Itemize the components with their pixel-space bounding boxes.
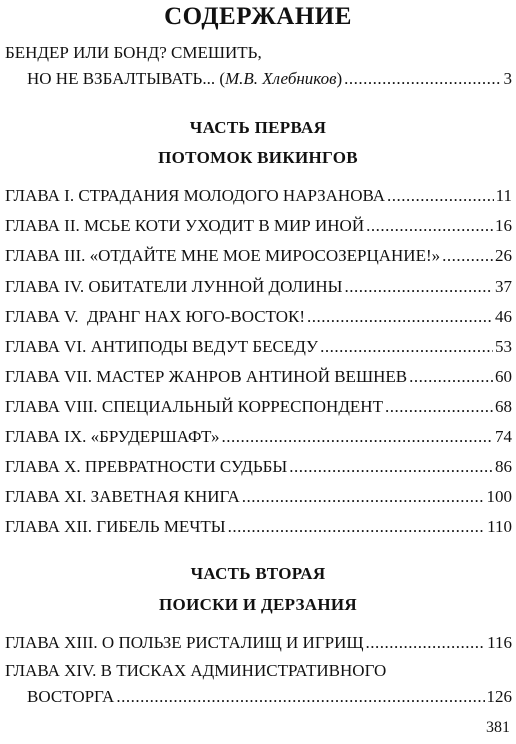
toc-entry (5, 306, 512, 328)
author-name: М.В. Хлебников (224, 69, 337, 88)
entry-page-number: 74 (495, 427, 512, 446)
dot-leader (366, 632, 486, 654)
entry-title: ГЛАВА VIII. СПЕЦИАЛЬНЫЙ КОРРЕСПОНДЕНТ (5, 397, 383, 416)
entry-page-number: 46 (495, 307, 512, 326)
entry-title: ГЛАВА VII. МАСТЕР ЖАНРОВ АНТИНОЙ ВЕШНЕВ (5, 367, 408, 386)
entry-title: ГЛАВА IV. ОБИТАТЕЛИ ЛУННОЙ ДОЛИНЫ (5, 277, 343, 296)
dot-leader (385, 396, 493, 418)
entry-page-number: 100 (486, 487, 512, 506)
toc-entry (5, 276, 512, 298)
toc-entry (5, 396, 512, 418)
toc-entry (5, 516, 512, 538)
entry-page-number: 116 (487, 633, 512, 652)
dot-leader (242, 486, 485, 508)
entry-page-number: 68 (495, 397, 512, 416)
entry-page-number: 3 (503, 69, 512, 88)
entry-title: ГЛАВА IX. «БРУДЕРШАФТ» (5, 427, 220, 446)
part-label: ЧАСТЬ ВТОРАЯ (190, 564, 326, 583)
toc-entry (5, 426, 512, 448)
entry-page-number: 60 (495, 367, 512, 386)
toc-entry (5, 215, 512, 237)
toc-entry (5, 486, 512, 508)
dot-leader (320, 336, 493, 358)
entry-title: ГЛАВА VI. АНТИПОДЫ ВЕДУТ БЕСЕДУ (5, 337, 319, 356)
dot-leader (289, 456, 493, 478)
entry-title-line2: ВОСТОРГА (27, 687, 115, 706)
toc-entry (5, 245, 512, 267)
dot-leader (387, 185, 494, 207)
dot-leader (221, 426, 493, 448)
toc-entry (5, 185, 512, 207)
dot-leader (442, 245, 493, 267)
toc-entry (5, 336, 512, 358)
toc-entry (5, 660, 512, 708)
entry-page-number: 26 (495, 246, 512, 265)
dot-leader (116, 686, 484, 708)
part-title: ПОИСКИ И ДЕРЗАНИЯ (159, 595, 357, 614)
toc-entry-preface (5, 42, 512, 90)
dot-leader (307, 306, 493, 328)
toc-entry (5, 456, 512, 478)
dot-leader (345, 276, 494, 298)
entry-title-line1: БЕНДЕР ИЛИ БОНД? СМЕШИТЬ, (5, 43, 262, 62)
entry-page-number: 126 (486, 687, 512, 706)
entry-title: ГЛАВА II. МСЬЕ КОТИ УХОДИТ В МИР ИНОЙ (5, 216, 365, 235)
page-number: 381 (486, 719, 510, 736)
toc-entry (5, 632, 512, 654)
entry-page-number: 16 (495, 216, 512, 235)
entry-title: ГЛАВА XIII. О ПОЛЬЗЕ РИСТАЛИЩ И ИГРИЩ (5, 633, 364, 652)
entry-title: ГЛАВА XII. ГИБЕЛЬ МЕЧТЫ (5, 517, 226, 536)
part-label: ЧАСТЬ ПЕРВАЯ (189, 118, 327, 137)
entry-title: ГЛАВА I. СТРАДАНИЯ МОЛОДОГО НАРЗАНОВА (5, 186, 386, 205)
dot-leader (344, 68, 501, 90)
entry-page-number: 86 (495, 457, 512, 476)
toc-entry (5, 366, 512, 388)
dot-leader (228, 516, 486, 538)
entry-title: ГЛАВА X. ПРЕВРАТНОСТИ СУДЬБЫ (5, 457, 288, 476)
page-title: СОДЕРЖАНИЕ (164, 3, 352, 30)
entry-page-number: 11 (495, 186, 512, 205)
entry-title-line1: ГЛАВА XIV. В ТИСКАХ АДМИНИСТРАТИВНОГО (5, 661, 387, 680)
entry-title: ГЛАВА III. «ОТДАЙТЕ МНЕ МОЕ МИРОСОЗЕРЦАНИЕ!» (5, 246, 441, 265)
entry-page-number: 110 (487, 517, 512, 536)
part-title: ПОТОМОК ВИКИНГОВ (158, 148, 358, 167)
entry-title-line2: НО НЕ ВЗБАЛТЫВАТЬ... (М.В. Хлебников) (27, 69, 343, 88)
entry-title: ГЛАВА XI. ЗАВЕТНАЯ КНИГА (5, 487, 240, 506)
dot-leader (366, 215, 493, 237)
entry-page-number: 37 (495, 277, 512, 296)
entry-title: ГЛАВА V. ДРАНГ НАХ ЮГО-ВОСТОК! (5, 307, 305, 326)
dot-leader (409, 366, 493, 388)
entry-page-number: 53 (495, 337, 512, 356)
